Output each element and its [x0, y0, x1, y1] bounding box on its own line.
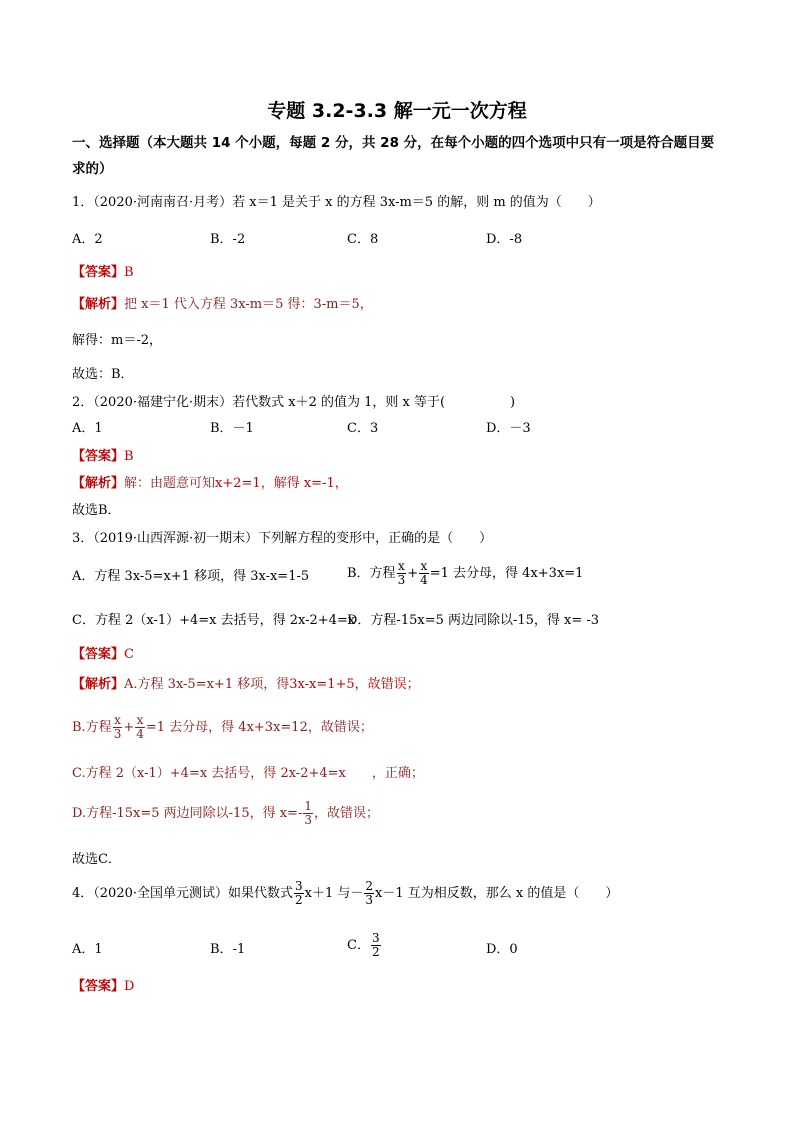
q4-stem-prefix: 4．（2020·全国单元测试）如果代数式: [72, 886, 293, 901]
analysis-label: 【解析】: [72, 677, 125, 692]
answer-value: B: [124, 265, 134, 280]
q4-term2: x－1 互为相反数，那么 x 的值是（ ）: [375, 886, 619, 901]
q1-option-d: D．-8: [486, 232, 523, 247]
q1-option-b: B．-2: [210, 232, 246, 247]
q2-option-c: C．3: [347, 421, 379, 436]
q2-option-a: A．1: [72, 421, 103, 436]
answer-label: 【答案】: [72, 265, 125, 280]
fraction-3-over-2: $\frac{3}{2}$: [295, 879, 303, 907]
q4-term1: x＋1 与－: [304, 886, 364, 901]
q4-option-d: D．0: [486, 942, 518, 957]
q2-option-d: D．－3: [486, 421, 531, 436]
q3-conclusion: 故选C．: [72, 852, 121, 867]
q1-option-c: C．8: [347, 232, 379, 247]
analysis-prefix: 解：由题意可知: [124, 476, 216, 491]
q4-option-c: [347, 932, 382, 959]
q2-conclusion: 故选B．: [72, 503, 121, 518]
analysis-a-prefix: A.方程 3x-5=x+1 移项，得: [124, 677, 290, 692]
q3-option-b: B．方程 $\frac{x}{3}$ + $\frac{x}{4}$ =1 去分母，得 4x+3x=1: [347, 559, 584, 587]
answer-label: 【答案】: [72, 979, 125, 994]
q4-stem: [72, 880, 618, 907]
fraction-x-over-3: $\frac{x}{3}$: [113, 713, 122, 741]
fraction-1-over-3: $\frac{1}{3}$: [304, 799, 312, 827]
analysis-label: 【解析】: [72, 476, 125, 491]
analysis-b-suffix: =1 去分母，得 4x+3x=12，故错误；: [145, 720, 373, 735]
analysis-b-prefix: B.方程: [72, 720, 112, 735]
answer-label: 【答案】: [72, 647, 125, 662]
fraction-2-over-3: $\frac{2}{3}$: [365, 879, 374, 907]
q1-option-a: A．2: [72, 232, 103, 247]
q3-option-d: D．方程-15x=5 两边同除以-15，得 x= -3: [347, 613, 600, 628]
analysis-d-suffix: ，故错误；: [313, 806, 379, 821]
section-heading-cont: 求的）: [72, 161, 113, 177]
analysis-a-red: 3x-x=1+5，故错误；: [289, 677, 420, 692]
section-heading: 一、选择题（本大题共 14 个小题，每题 2 分，共 28 分，在每个小题的四个选项中只有一项是符合题目要: [72, 135, 715, 151]
option-c-label: C．: [347, 938, 370, 953]
q4-answer: [72, 978, 134, 996]
analysis-red: x+2=1，解得 x=-1，: [215, 476, 348, 491]
analysis-text: 把 x＝1 代入方程 3x-m＝5 得：3-m＝5，: [124, 297, 373, 312]
q3-stem: 3．（2019·山西浑源·初一期末）下列解方程的变形中，正确的是（ ）: [72, 531, 493, 546]
q4-option-b: B．-1: [210, 942, 246, 957]
analysis-d-prefix: D.方程-15x=5 两边同除以-15，得 x=-: [72, 806, 303, 821]
q3-option-c: C．方程 2（x-1）+4=x 去括号，得 2x-2+4=x: [72, 613, 356, 628]
page-title: 专题 3.2-3.3 解一元一次方程: [267, 100, 527, 122]
option-b-prefix: B．方程: [347, 566, 396, 581]
analysis-label: 【解析】: [72, 297, 125, 312]
fraction-3-over-2: $\frac{3}{2}$: [371, 931, 380, 959]
q2-option-b: B．－1: [210, 421, 254, 436]
answer-label: 【答案】: [72, 449, 125, 464]
q3-analysis-a: [72, 676, 420, 694]
q1-analysis: [72, 296, 373, 314]
q1-answer: [72, 264, 134, 282]
answer-value: B: [124, 449, 134, 464]
q3-answer: [72, 646, 134, 664]
q2-stem: 2．（2020·福建宁化·期末）若代数式 x＋2 的值为 1，则 x 等于( ): [72, 395, 516, 410]
q3-analysis-c: C.方程 2（x-1）+4=x 去括号，得 2x-2+4=x ，正确；: [72, 766, 424, 781]
answer-value: D: [124, 979, 135, 994]
option-b-suffix: =1 去分母，得 4x+3x=1: [429, 566, 584, 581]
fraction-x-over-3: $\frac{x}{3}$: [397, 559, 406, 587]
q3-option-a: A．方程 3x-5=x+1 移项，得 3x-x=1-5: [72, 569, 310, 584]
q2-analysis: [72, 475, 348, 493]
q1-conclusion: 故选：B．: [72, 367, 134, 382]
fraction-x-over-4: $\frac{x}{4}$: [136, 713, 144, 741]
q4-option-a: A．1: [72, 942, 103, 957]
q3-analysis-d: [72, 800, 379, 827]
q1-stem: 1．（2020·河南南召·月考）若 x＝1 是关于 x 的方程 3x-m＝5 的解，则 m 的值为（ ）: [72, 195, 601, 210]
answer-value: C: [124, 647, 134, 662]
fraction-x-over-4: $\frac{x}{4}$: [420, 559, 428, 587]
q2-answer: [72, 448, 134, 466]
q3-analysis-b: B.方程 $\frac{x}{3}$ + $\frac{x}{4}$ =1 去分母，得 4x+3x=12，故错误；: [72, 713, 373, 741]
q1-step: 解得：m＝-2，: [72, 333, 162, 348]
